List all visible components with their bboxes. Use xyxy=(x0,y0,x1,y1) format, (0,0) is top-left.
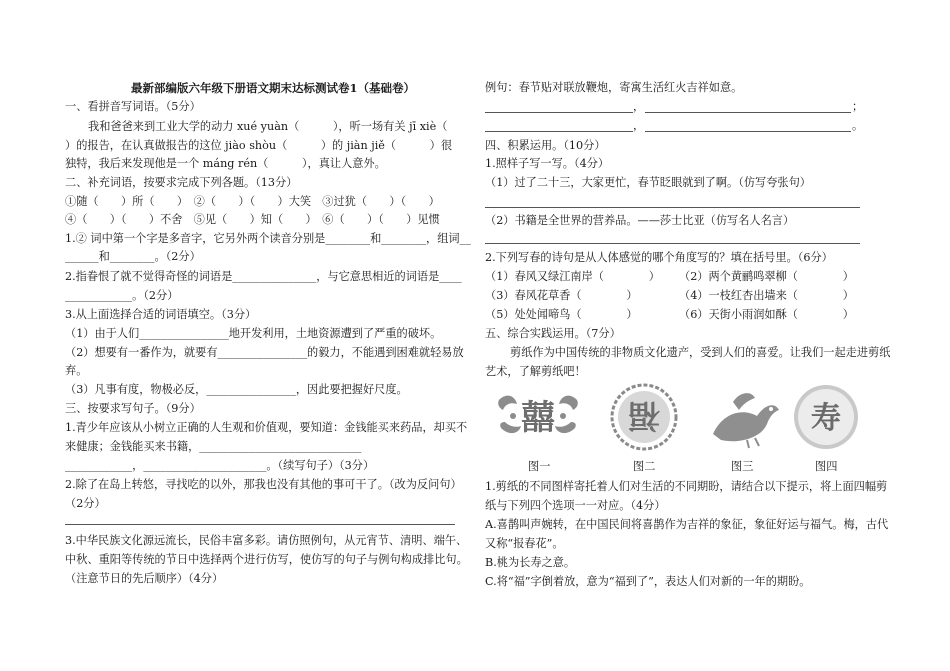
intro-line-1: 剪纸作为中国传统的非物质文化遗产，受到人们的喜爱。让我们一起走进剪纸 xyxy=(510,346,891,359)
q1-line-1: 1.② 词中第一个字是多音字，它另外两个读音分别是________和________，组词__ xyxy=(65,232,471,245)
poem-item-1: （1）春风又绿江南岸（ ） xyxy=(485,270,660,283)
figure-2-caption: 图二 xyxy=(633,460,656,473)
figure-3-caption: 图三 xyxy=(731,460,754,473)
answer-line[interactable] xyxy=(485,243,860,244)
poem-item-2: （2）两个黄鹂鸣翠柳（ ） xyxy=(679,270,854,283)
section-3-heading: 三、按要求写句子。（9分） xyxy=(65,402,201,415)
idiom-row-2: ④（ ）（ ）不舍 ⑤见（ ）知（ ） ⑥（ ）（ ）见惯 xyxy=(65,213,440,226)
p2-line-2: （2分） xyxy=(65,497,106,510)
papercut-figure-2 xyxy=(603,382,685,452)
p3-line-2: 中秋、重阳等传统的节日中选择两个进行仿写，使仿写的句子与例句构成排比句。 xyxy=(65,553,468,566)
section-4-heading: 四、积累运用。（10分） xyxy=(485,139,606,152)
papercut-figure-1-char: 囍 xyxy=(521,398,555,438)
q3-item-2: （2）想要有一番作为，就要有________________的毅力，不能遇到困难就轻易放 xyxy=(65,346,464,359)
q1-item-1: （1）过了二十三，大家更忙，春节眨眼就到了啊。（仿写夸张句） xyxy=(485,176,811,189)
q3-item-3: （3）凡事有度，物极必反，________________，因此要把握好尺度。 xyxy=(65,383,408,396)
poem-item-3: （3）春风花草香（ ） xyxy=(485,289,638,302)
c1-line-2: 纸与下列四个选项一一对应。（4分） xyxy=(485,499,666,512)
option-c: C.将“福”字倒着放，意为“福到了”，表达人们对新的一年的期盼。 xyxy=(485,575,811,588)
p1-line-2: 来健康；金钱能买来书籍，_____________________________ xyxy=(65,440,362,453)
poem-item-5: （5）处处闻啼鸟（ ） xyxy=(485,308,638,321)
intro-line-2: 艺术，了解剪纸吧！ xyxy=(485,365,586,378)
q2-line-1: 2.指眷恨了就不觉得奇怪的词语是_______________，与它意思相近的词语是____ xyxy=(65,270,462,283)
p1-line-1: 1.青少年应该从小树立正确的人生观和价值观，要知道：金钱能买来药品，却买不 xyxy=(65,421,468,434)
pinyin-line-2: ）的报告，在认真做报告的这位 jiào shòu（ ）的 jiàn jiě（ ）很 xyxy=(65,139,453,152)
section-2-heading: 二、补充词语，按要求完成下列各题。（13分） xyxy=(65,176,298,189)
option-a-line-1: A.喜鹊叫声婉转，在中国民间将喜鹊作为吉祥的象征，象征好运与福气。梅，古代 xyxy=(485,518,889,531)
p2-line-1: 2.除了在岛上转悠，寻找吃的以外，那我也没有其他的事可干了。（改为反问句） xyxy=(65,478,462,491)
p1-line-3: ____________，______________________。（续写句子）（3分） xyxy=(65,459,375,472)
page-title: 最新部编版六年级下册语文期末达标测试卷1（基础卷） xyxy=(131,81,415,95)
q3-item-1: （1）由于人们________________地开发利用，土地资源遭到了严重的破坏。 xyxy=(65,327,442,340)
papercut-figure-4-char: 寿 xyxy=(811,401,841,436)
punctuation: ， xyxy=(633,119,645,132)
q1-line-2: ______和________。（2分） xyxy=(65,250,201,263)
section-1-heading: 一、看拼音写词语。（5分） xyxy=(65,100,201,113)
pinyin-line-1: 我和爸爸来到工业大学的动力 xué yuàn（ ），听一场有关 jī xiè（ xyxy=(88,120,470,133)
papercut-figure-3 xyxy=(703,382,785,452)
answer-line[interactable] xyxy=(65,524,455,525)
p3-line-3: （注意节日的先后顺序）（4分） xyxy=(65,572,224,585)
p3-line-1: 3.中华民族文化源远流长，民俗丰富多彩。请仿照例句，从元宵节、清明、端午、 xyxy=(65,534,468,547)
idiom-row-1: ①随（ ）所（ ） ②（ ）（ ）大笑 ③过犹（ ）（ ） xyxy=(65,195,440,208)
papercut-figure-2-char: 福 xyxy=(627,397,661,435)
answer-line[interactable] xyxy=(485,131,633,132)
papercut-figure-1 xyxy=(493,382,583,452)
c1-line-1: 1.剪纸的不同图样寄托着人们对生活的不同期盼，请结合以下提示，将上面四幅剪 xyxy=(485,480,888,493)
q3-item-2-cont: 弃。 xyxy=(65,364,88,377)
punctuation: ； xyxy=(852,100,864,113)
figure-4-caption: 图四 xyxy=(815,460,838,473)
figure-1-caption: 图一 xyxy=(528,460,551,473)
answer-line[interactable] xyxy=(645,112,851,113)
answer-line[interactable] xyxy=(485,112,633,113)
papercut-figure-4 xyxy=(785,382,867,452)
q2-heading: 2.下列写春的诗句是从人体感觉的哪个角度写的？填在括号里。（6分） xyxy=(485,251,833,264)
option-b: B.桃为长寿之意。 xyxy=(485,556,576,569)
q3-heading: 3.从上面选择合适的词语填空。（3分） xyxy=(65,308,257,321)
option-a-line-2: 又称“报春花”。 xyxy=(485,537,564,550)
poem-item-4: （4）一枝红杏出墙来（ ） xyxy=(679,289,854,302)
answer-line[interactable] xyxy=(645,131,851,132)
example-sentence: 例句：春节贴对联放鞭炮，寄寓生活红火吉祥如意。 xyxy=(485,81,743,94)
q2-line-2: ____________。（2分） xyxy=(65,289,179,302)
answer-line[interactable] xyxy=(485,207,860,208)
punctuation: ， xyxy=(633,100,645,113)
punctuation: 。 xyxy=(852,119,864,132)
q1-heading: 1.照样子写一写。（4分） xyxy=(485,157,610,170)
section-5-heading: 五、综合实践运用。（7分） xyxy=(485,327,621,340)
poem-item-6: （6）天街小雨润如酥（ ） xyxy=(679,308,854,321)
pinyin-line-3: 独特，我后来发现他是一个 máng rén（ ），真让人意外。 xyxy=(65,157,386,170)
q1-item-2: （2）书籍是全世界的营养品。——莎士比亚（仿写名人名言） xyxy=(485,214,795,227)
